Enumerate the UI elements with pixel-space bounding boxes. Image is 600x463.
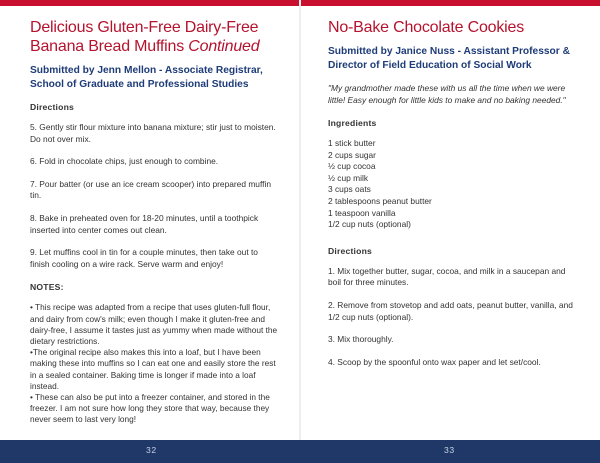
- directions-heading: Directions: [30, 102, 75, 112]
- ingredient-list: [328, 138, 578, 231]
- note-item: •The original recipe also makes this into a loaf, but I have been making these into muffins so I can eat one and easily store the rest in a sealed container. Baking time is longer if made into a loaf instead.: [30, 347, 276, 391]
- ingredients-heading: Ingredients: [328, 118, 377, 128]
- recipe-title: [30, 18, 278, 56]
- directions-heading: Directions: [328, 245, 373, 256]
- notes-heading: NOTES:: [30, 282, 64, 293]
- right-page: [300, 6, 600, 438]
- page-number-left: 32: [146, 445, 157, 455]
- recipe-title: No-Bake Chocolate Cookies: [328, 19, 524, 36]
- direction-step: 3. Mix thoroughly.: [328, 334, 394, 345]
- ingredient-item: 2 tablespoons peanut butter: [328, 195, 432, 206]
- note-item: • This recipe was adapted from a recipe that uses gluten-full flour, and dairy from cow's milk; even though I make it gluten-free and dairy-free, I assume it tastes just as yummy when made without the dietary restrictions.: [30, 302, 278, 346]
- ingredient-item: ½ cup milk: [328, 172, 369, 183]
- page-number-right: 33: [444, 445, 455, 455]
- direction-step: 2. Remove from stovetop and add oats, peanut butter, vanilla, and 1/2 cup nuts (optional).: [328, 299, 573, 322]
- direction-step: 6. Fold in chocolate chips, just enough to combine.: [30, 156, 219, 167]
- ingredient-item: 1 teaspoon vanilla: [328, 207, 396, 218]
- footer-bar: [0, 440, 600, 463]
- left-page: [0, 6, 300, 438]
- submitted-by: Submitted by Jenn Mellon - Associate Registrar, School of Graduate and Professional Studies: [30, 65, 263, 90]
- direction-step: 5. Gently stir flour mixture into banana mixture; stir just to moisten. Do not over mix.: [30, 122, 276, 144]
- direction-step: 7. Pour batter (or use an ice cream scooper) into prepared muffin tin.: [30, 178, 271, 201]
- ingredient-item: 1/2 cup nuts (optional): [328, 219, 411, 230]
- note-item: • These can also be put into a freezer container, and stored in the freezer. I am not sure how long they store that way, because they never seem to last very long!: [30, 391, 270, 425]
- direction-step: 9. Let muffins cool in tin for a couple minutes, then take out to finish cooling on a wire rack. Serve warm and enjoy!: [30, 247, 258, 269]
- ingredient-item: ½ cup cocoa: [328, 161, 376, 172]
- submitted-by: Submitted by Janice Nuss - Assistant Professor & Director of Field Education of Social Work: [328, 46, 570, 71]
- ingredient-item: 1 stick butter: [328, 138, 376, 148]
- ingredient-item: 2 cups sugar: [328, 149, 376, 160]
- recipe-quote: "My grandmother made these with us all the time when we were little! Easy enough for little kids to make and no baking needed.": [328, 83, 566, 105]
- direction-step: 8. Bake in preheated oven for 18-20 minutes, until a toothpick inserted into center comes out clean.: [30, 212, 259, 235]
- recipe-title-text: Delicious Gluten-Free Dairy-Free Banana Bread Muffins: [30, 19, 259, 55]
- ingredient-item: 3 cups oats: [328, 184, 371, 195]
- direction-step: 4. Scoop by the spoonful onto wax paper and let set/cool.: [328, 356, 541, 367]
- direction-step: 1. Mix together butter, sugar, cocoa, and milk in a saucepan and boil for three minutes.: [328, 265, 566, 288]
- recipe-title-suffix: Continued: [188, 38, 260, 55]
